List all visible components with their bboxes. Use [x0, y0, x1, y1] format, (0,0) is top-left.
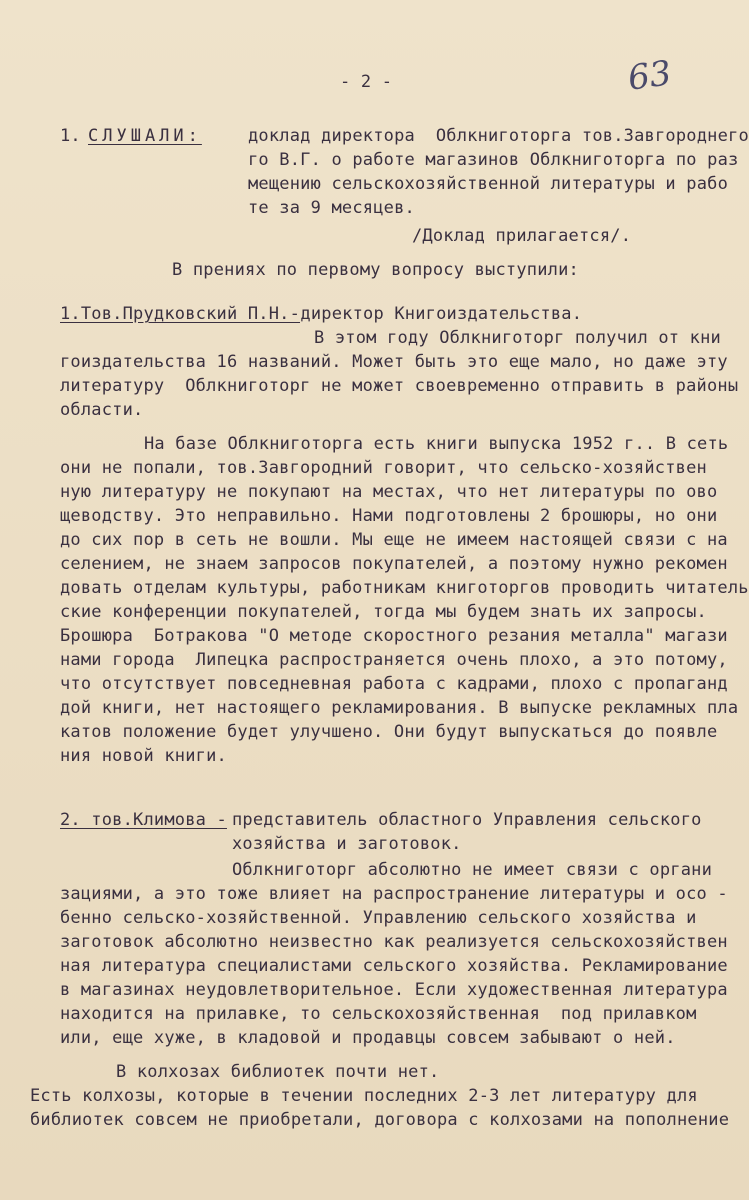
speaker1-line: катов положение будет улучшено. Они будут выпускаться до появле [60, 722, 718, 742]
speaker2-position: представитель областного Управления сельского [232, 810, 702, 830]
speaker2-line: Есть колхозы, которые в течении последних 2-3 лет литературу для [30, 1086, 698, 1106]
item1-line: го В.Г. о работе магазинов Облкниготорга по раз [248, 150, 739, 170]
speaker1-line: до сих пор в сеть не вошли. Мы еще не имеем настоящей связи с на [60, 530, 728, 550]
speaker1-line: гоиздательства 16 названий. Может быть это еще мало, но даже эту [60, 352, 728, 372]
speaker2-line: бенно сельско-хозяйственной. Управлению сельского хозяйства и [60, 908, 697, 928]
handwritten-page-number: 63 [625, 53, 674, 99]
item1-heard-label: СЛУШАЛИ: [88, 126, 202, 146]
speaker1-line: нами города Липецка распространяется очень плохо, а это потому, [60, 650, 728, 670]
item1-line: те за 9 месяцев. [248, 198, 415, 218]
speaker1-line: Брошюра Ботракова "О методе скоростного резания металла" магази [60, 626, 728, 646]
speaker2-line: заготовок абсолютно неизвестно как реализуется сельскохозяйствен [60, 932, 728, 952]
speaker1-line: они не попали, тов.Завгородний говорит, что сельско-хозяйствен [60, 458, 707, 478]
speaker1-line: селением, не знаем запросов покупателей, а поэтому нужно рекомен [60, 554, 728, 574]
speaker1-line: На базе Облкниготорга есть книги выпуска 1952 г.. В сеть [144, 434, 729, 454]
speaker1-line: довать отделам культуры, работникам книготоргов проводить читатель [60, 578, 749, 598]
speaker2-line: в магазинах неудовлетворительное. Если художественная литература [60, 980, 728, 1000]
speaker1-line: ния новой книги. [60, 746, 227, 766]
speaker1-line: литературу Облкниготорг не может своевременно отправить в районы [60, 376, 739, 396]
speaker1-line: В этом году Облкниготорг получил от кни [314, 328, 721, 348]
debate-intro: В прениях по первому вопросу выступили: [172, 260, 579, 280]
speaker1-line: ную литературу не покупают на местах, что нет литературы по ово [60, 482, 718, 502]
speaker1-position: директор Книгоиздательства. [290, 304, 583, 324]
item1-line: мещению сельскохозяйственной литературы и рабо [248, 174, 729, 194]
speaker2-line: Облкниготорг абсолютно не имеет связи с органи [232, 860, 713, 880]
speaker1-line: дой книги, нет настоящего рекламирования. В выпуске рекламных пла [60, 698, 739, 718]
item1-line: доклад директора Облкниготорга тов.Завгороднего [248, 126, 749, 146]
speaker2-line: ная литература специалистами сельского хозяйства. Рекламирование [60, 956, 728, 976]
speaker2-line: зациями, а это тоже влияет на распространение литературы и осо - [60, 884, 728, 904]
speaker1-name: 1.Тов.Прудковский П.Н.- [60, 304, 301, 324]
attachment-note: /Доклад прилагается/. [412, 226, 632, 246]
speaker1-line: щеводству. Это неправильно. Нами подготовлены 2 брошюры, но они [60, 506, 718, 526]
speaker2-name: 2. тов.Климова - [60, 810, 227, 830]
speaker1-line: области. [60, 400, 144, 420]
item1-number: 1. [60, 126, 81, 146]
speaker2-position: хозяйства и заготовок. [232, 834, 462, 854]
speaker2-line: В колхозах библиотек почти нет. [116, 1062, 440, 1082]
speaker1-line: что отсутствует повседневная работа с кадрами, плохо с пропаганд [60, 674, 728, 694]
speaker2-line: библиотек совсем не приобретали, договора с колхозами на пополнение [30, 1110, 730, 1130]
speaker1-line: ские конференции покупателей, тогда мы будем знать их запросы. [60, 602, 707, 622]
page-number: - 2 - [340, 72, 393, 92]
speaker2-line: или, еще хуже, в кладовой и продавцы совсем забывают о ней. [60, 1028, 676, 1048]
speaker2-line: находится на прилавке, то сельскохозяйственная под прилавком [60, 1004, 697, 1024]
